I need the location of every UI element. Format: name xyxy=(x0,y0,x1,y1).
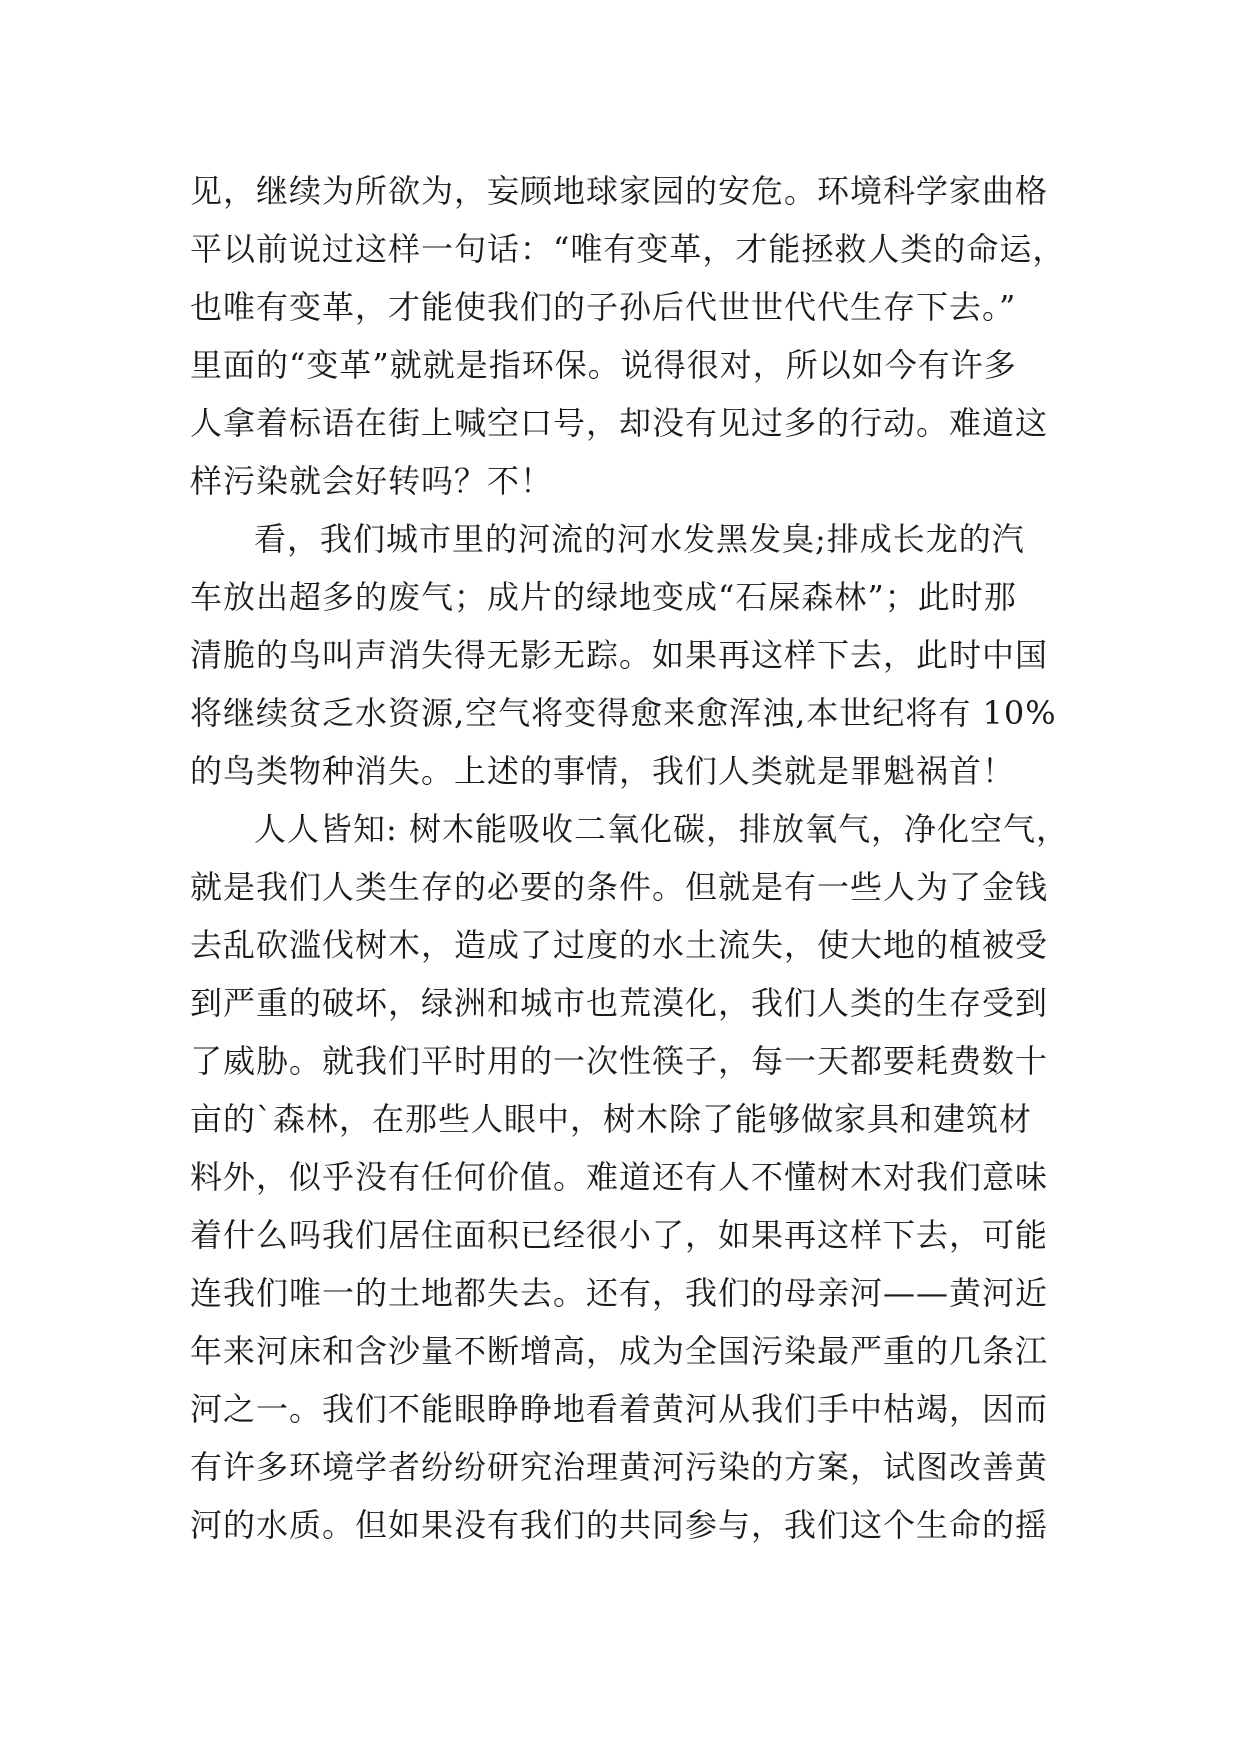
text-line: 着什么吗我们居住面积已经很小了，如果再这样下去，可能 xyxy=(190,1216,1049,1254)
text-line: 料外，似乎没有任何价值。难道还有人不懂树木对我们意味 xyxy=(190,1158,1049,1196)
text-line: 也唯有变革，才能使我们的子孙后代世世代代生存下去。” xyxy=(190,288,1017,326)
text-line: 车放出超多的废气；成片的绿地变成“石屎森林”；此时那 xyxy=(190,578,1017,616)
text-line: 去乱砍滥伐树木，造成了过度的水土流失，使大地的植被受 xyxy=(190,926,1049,964)
text-line: 了威胁。就我们平时用的一次性筷子，每一天都要耗费数十 xyxy=(190,1042,1049,1080)
text-line: 河之一。我们不能眼睁睁地看着黄河从我们手中枯竭，因而 xyxy=(190,1390,1049,1428)
text-line: 的鸟类物种消失。上述的事情，我们人类就是罪魁祸首！ xyxy=(190,752,1016,790)
text-line: 将继续贫乏水资源,空气将变得愈来愈浑浊,本世纪将有 10% xyxy=(190,694,1057,732)
text-line: 人拿着标语在街上喊空口号，却没有见过多的行动。难道这 xyxy=(190,404,1049,442)
text-line: 样污染就会好转吗？不！ xyxy=(190,462,554,500)
text-line: 到严重的破坏，绿洲和城市也荒漠化，我们人类的生存受到 xyxy=(190,984,1049,1022)
text-line: 有许多环境学者纷纷研究治理黄河污染的方案，试图改善黄 xyxy=(190,1448,1049,1486)
paragraph-first-line: 人人皆知: 树木能吸收二氧化碳，排放氧气，净化空气， xyxy=(254,810,1069,848)
text-line: 河的水质。但如果没有我们的共同参与，我们这个生命的摇 xyxy=(190,1506,1049,1544)
paragraph-first-line: 看，我们城市里的河流的河水发黑发臭;排成长龙的汽 xyxy=(254,520,1025,558)
text-line: 年来河床和含沙量不断增高，成为全国污染最严重的几条江 xyxy=(190,1332,1049,1370)
body-text xyxy=(190,162,1070,1554)
text-line: 清脆的鸟叫声消失得无影无踪。如果再这样下去，此时中国 xyxy=(190,636,1049,674)
text-line: 亩的`森林，在那些人眼中，树木除了能够做家具和建筑材 xyxy=(190,1100,1033,1138)
text-line: 见，继续为所欲为，妄顾地球家园的安危。环境科学家曲格 xyxy=(190,172,1049,210)
text-line: 就是我们人类生存的必要的条件。但就是有一些人为了金钱 xyxy=(190,868,1049,906)
text-line: 里面的“变革”就就是指环保。说得很对，所以如今有许多 xyxy=(190,346,1017,384)
text-line: 连我们唯一的土地都失去。还有，我们的母亲河——黄河近 xyxy=(190,1274,1049,1312)
text-line: 平以前说过这样一句话：“唯有变革，才能拯救人类的命运， xyxy=(190,230,1066,268)
